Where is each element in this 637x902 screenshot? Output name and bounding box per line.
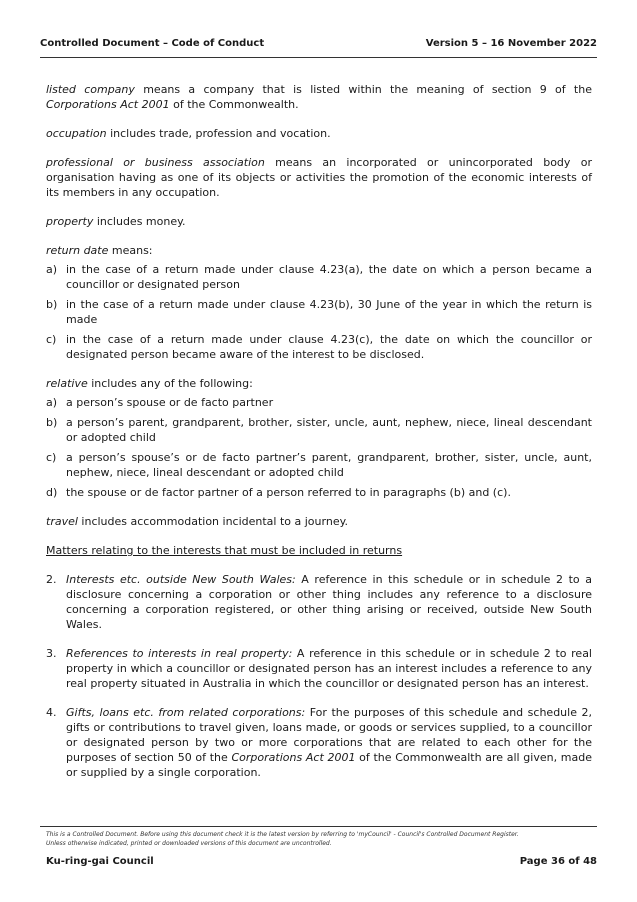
list-label: d) — [46, 486, 58, 499]
definition-text: includes any of the following: — [87, 377, 253, 390]
clause-text — [66, 705, 592, 780]
document-title: Controlled Document – Code of Conduct — [40, 38, 265, 49]
footer-divider — [40, 826, 597, 827]
list-item — [46, 485, 592, 500]
definition-text: includes accommodation incidental to a journey. — [77, 515, 349, 528]
clause-text — [66, 646, 592, 691]
document-version: Version 5 – 16 November 2022 — [425, 38, 597, 49]
list-item — [46, 297, 592, 327]
clause-title: Gifts, loans etc. from related corporations: — [66, 706, 306, 719]
page-header — [40, 38, 597, 49]
list-text: in the case of a return made under clause 4.23(b), 30 June of the year in which the return is made — [66, 298, 592, 326]
definition-text: of the Commonwealth. — [169, 98, 299, 111]
numbered-clause-2 — [46, 572, 592, 632]
list-label: c) — [46, 451, 57, 464]
list-label: a) — [46, 263, 58, 276]
numbered-clause-3 — [46, 646, 592, 691]
list-text: a person’s parent, grandparent, brother, sister, uncle, aunt, nephew, niece, lineal descendant or adopted child — [66, 416, 592, 444]
definition-text: means a company that is listed within the meaning of section 9 of the — [134, 83, 592, 96]
definition-text: means: — [108, 244, 153, 257]
list-text: in the case of a return made under clause 4.23(a), the date on which a person became a councillor or designated person — [66, 263, 592, 291]
list-label: a) — [46, 396, 58, 409]
disclaimer-line: This is a Controlled Document. Before using this document check it is the latest version by referring to 'myCouncil' - Council's Controlled Document Register. — [46, 831, 519, 838]
clause-number: 4. — [46, 706, 57, 719]
section-heading: Matters relating to the interests that must be included in returns — [46, 544, 403, 557]
definition-text: includes money. — [93, 215, 186, 228]
clause-number: 2. — [46, 573, 57, 586]
act-reference: Corporations Act 2001 — [46, 98, 170, 111]
list-item — [46, 395, 592, 410]
clause-text — [66, 572, 592, 632]
controlled-document-disclaimer — [46, 830, 597, 848]
list-text: the spouse or de factor partner of a person referred to in paragraphs (b) and (c). — [66, 486, 511, 499]
clause-number: 3. — [46, 647, 57, 660]
list-text: in the case of a return made under clause 4.23(c), the date on which the councillor or designated person became aware of the interest to be disclosed. — [66, 333, 592, 361]
list-item — [46, 332, 592, 362]
term-occupation: occupation — [46, 127, 107, 140]
relative-list — [46, 395, 592, 500]
term-professional-association: professional or business association — [46, 156, 265, 169]
clause-title: References to interests in real property: — [66, 647, 293, 660]
numbered-clause-4 — [46, 705, 592, 780]
definition-property — [46, 214, 592, 229]
term-travel: travel — [46, 515, 78, 528]
definition-professional-association — [46, 155, 592, 200]
clause-body: For the purposes of this schedule and schedule 2, gifts or contributions to travel given, loans made, or goods or services supplied, to a councillor or designated person by two or more corporations that are related to each other for the purposes of section 50 of the — [66, 706, 592, 764]
clause-body: of the Commonwealth are all given, made or supplied by a single corporation. — [66, 751, 592, 779]
organisation-name: Ku-ring-gai Council — [46, 856, 154, 867]
list-label: c) — [46, 333, 57, 346]
term-property: property — [46, 215, 94, 228]
definition-occupation — [46, 126, 592, 141]
list-label: b) — [46, 298, 58, 311]
page-footer — [46, 856, 597, 867]
definition-text: means an incorporated or unincorporated body or organisation having as one of its objects or activities the promotion of the economic interests of its members in any occupation. — [46, 156, 592, 199]
list-item — [46, 415, 592, 445]
list-item — [46, 450, 592, 480]
definition-listed-company — [46, 82, 592, 112]
list-text: a person’s spouse or de facto partner — [66, 396, 274, 409]
list-text: a person’s spouse’s or de facto partner’s parent, grandparent, brother, sister, uncle, aunt, nephew, niece, lineal descendant or adopted child — [66, 451, 592, 479]
term-listed-company: listed company — [46, 83, 135, 96]
page-content — [46, 82, 592, 794]
definition-relative — [46, 376, 592, 391]
list-label: b) — [46, 416, 58, 429]
return-date-list — [46, 262, 592, 362]
definition-return-date — [46, 243, 592, 258]
clause-body: A reference in this schedule or in schedule 2 to a disclosure concerning a corporation or other thing includes any reference to a disclosure concerning a corporation registered, or other thing arising or received, outside New South Wales. — [66, 573, 592, 631]
term-relative: relative — [46, 377, 88, 390]
clause-body: A reference in this schedule or in schedule 2 to real property in which a councillor or designated person has an interest includes a reference to any real property situated in Australia in which the councillor or designated person has an interest. — [66, 647, 592, 690]
act-reference: Corporations Act 2001 — [231, 751, 356, 764]
definition-text: includes trade, profession and vocation. — [106, 127, 331, 140]
term-return-date: return date — [46, 244, 109, 257]
list-item — [46, 262, 592, 292]
clause-title: Interests etc. outside New South Wales: — [66, 573, 296, 586]
definition-travel — [46, 514, 592, 529]
disclaimer-line: Unless otherwise indicated, printed or downloaded versions of this document are uncontrolled. — [46, 840, 332, 847]
header-divider — [40, 57, 597, 58]
page-number: Page 36 of 48 — [519, 856, 597, 867]
